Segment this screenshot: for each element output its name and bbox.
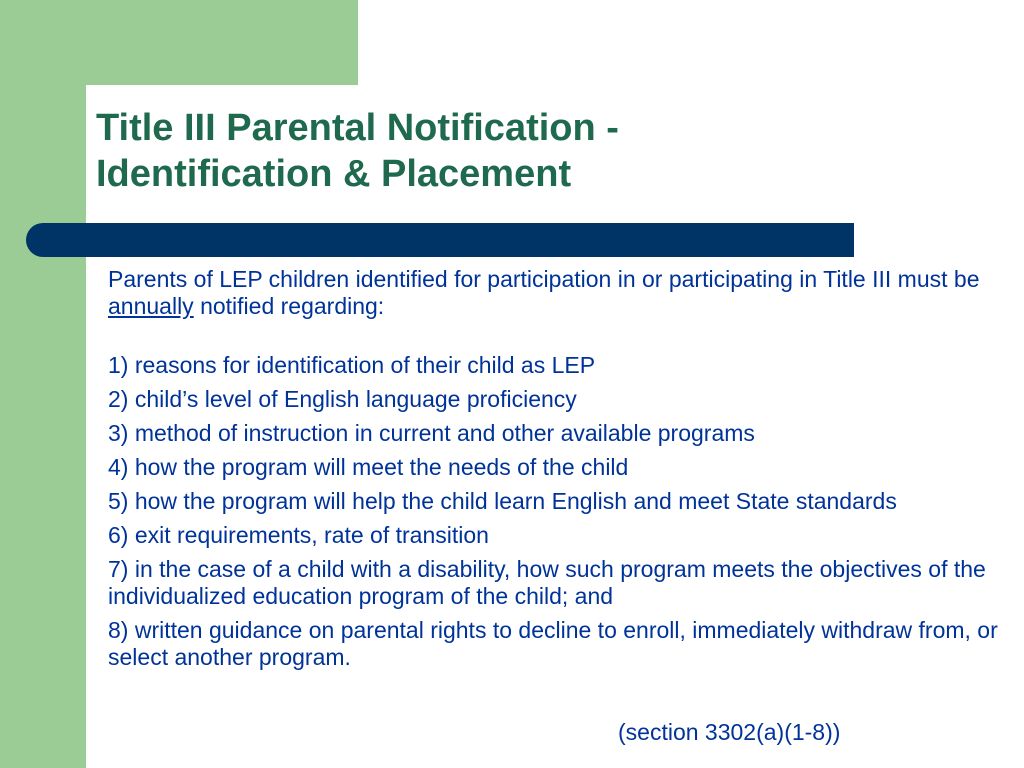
list-item: 7) in the case of a child with a disability, how such program meets the objectives of the individualized education program of the child; and (108, 556, 986, 609)
green-accent-side (0, 0, 86, 768)
intro-text-end: notified regarding: (193, 293, 385, 319)
intro-paragraph (108, 266, 1008, 320)
intro-emphasis: annually (108, 293, 194, 319)
citation: (section 3302(a)(1-8)) (618, 719, 841, 745)
list-item: 5) how the program will help the child learn English and meet State standards (108, 488, 897, 514)
list-item: 1) reasons for identification of their child as LEP (108, 352, 596, 378)
list-item: 2) child’s level of English language proficiency (108, 386, 577, 412)
title-divider-bar (26, 223, 854, 257)
intro-text-start: Parents of LEP children identified for participation in or participating in Title III must be (108, 266, 980, 292)
slide-body (108, 266, 1008, 678)
slide-title-line-2: Identification & Placement (96, 153, 572, 195)
slide-title-line-1: Title III Parental Notification - (96, 107, 619, 149)
list-item: 3) method of instruction in current and other available programs (108, 420, 755, 446)
list-item: 4) how the program will meet the needs of the child (108, 454, 629, 480)
slide-title (96, 105, 619, 197)
list-item: 8) written guidance on parental rights to decline to enroll, immediately withdraw from, or select another program. (108, 617, 998, 670)
notification-items-list (108, 352, 1008, 671)
list-item: 6) exit requirements, rate of transition (108, 522, 489, 548)
